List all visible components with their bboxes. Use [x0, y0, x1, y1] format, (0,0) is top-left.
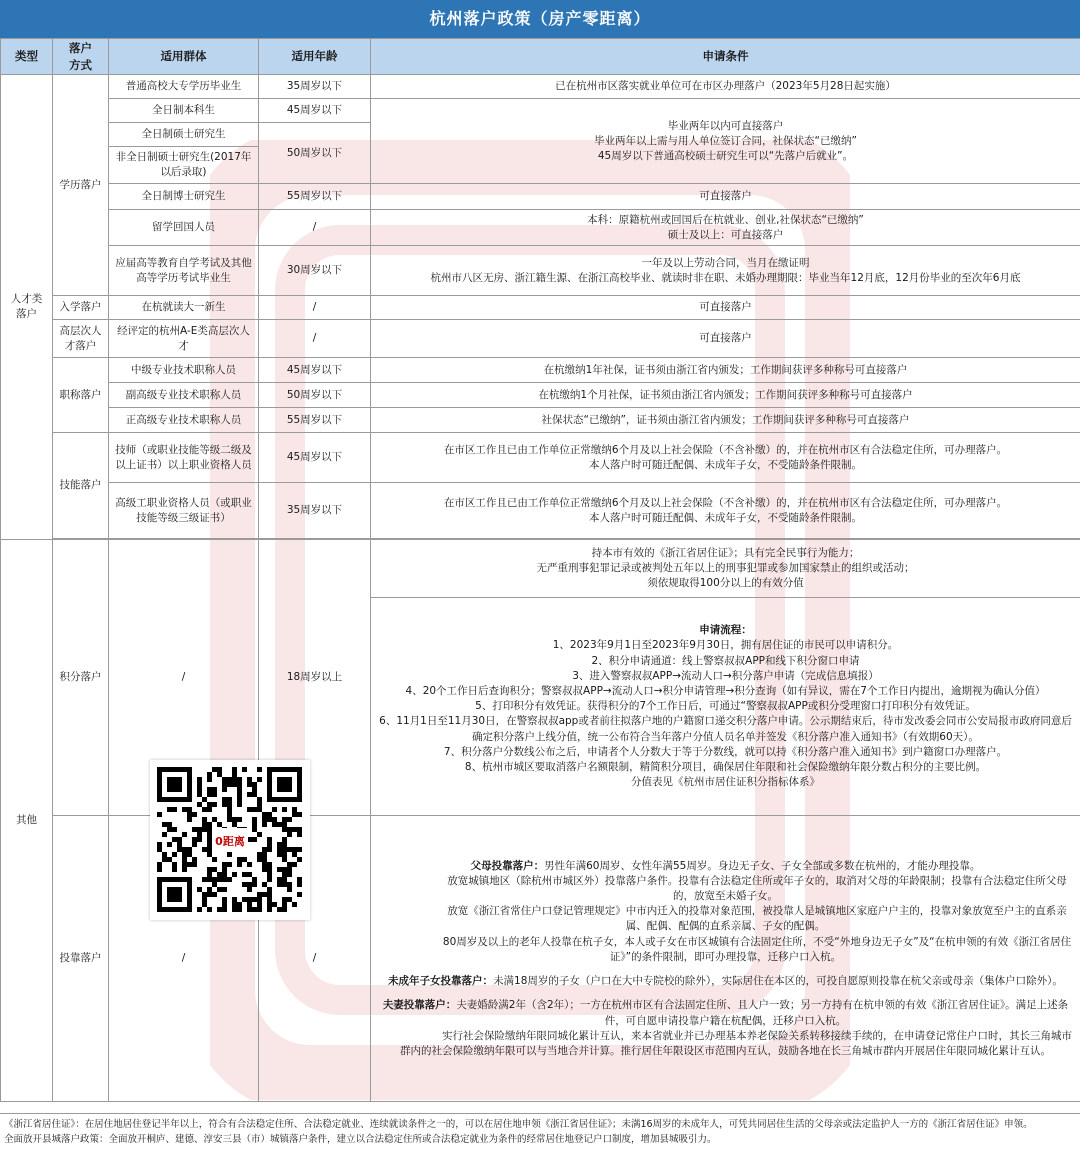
kin-spouse: [377, 998, 1074, 1028]
table-row: [1, 540, 1080, 598]
condition-line: 无严重刑事犯罪记录或被判处五年以上的刑事犯罪或参加国家禁止的组织或活动；: [536, 562, 915, 575]
condition-line: 本人落户时可随迁配偶、未成年子女，不受随龄条件限制。: [589, 458, 862, 471]
table-row: [1, 246, 1080, 296]
group-cell: 经评定的杭州A-E类高层次人才: [109, 320, 259, 358]
group-cell: 普通高校大专学历毕业生: [109, 75, 259, 99]
group-cell: 正高级专业技术职称人员: [109, 408, 259, 433]
condition-line: 本科：原籍杭州或回国后在杭就业、创业,社保状态“已缴纳”: [587, 213, 864, 226]
condition-line: 一年及以上劳动合同，当月在缴证明: [641, 256, 810, 269]
age-cell: /: [259, 320, 371, 358]
age-cell: 55周岁以下: [259, 408, 371, 433]
age-cell: 35周岁以下: [259, 75, 371, 99]
condition-line: 毕业两年以内可直接落户: [667, 119, 784, 132]
method-kin: 投靠落户: [53, 816, 109, 1102]
header-row: [1, 39, 1080, 75]
header-conditions: 申请条件: [371, 39, 1080, 75]
page-title: 杭州落户政策（房产零距离）: [0, 0, 1080, 38]
kin-parents-lead: 父母投靠落户：: [470, 859, 545, 872]
header-group: 适用群体: [109, 39, 259, 75]
group-cell: 副高级专业技术职称人员: [109, 383, 259, 408]
kin-minor-lead: 未成年子女投靠落户：: [388, 975, 494, 988]
flow-step: 4、20个工作日后查询积分；警察叔叔APP→流动人口→积分申请管理→积分查询（如有异议，需在7个工作日内提出，逾期视为确认分值）: [405, 685, 1046, 698]
header-age: 适用年龄: [259, 39, 371, 75]
flow-step: 1、2023年9月1日至2023年9月30日，拥有居住证的市民可以申请积分。: [552, 639, 899, 652]
flow-step: 7、积分落户分数线公布之后，申请者个人分数大于等于分数线，就可以持《积分落户准入通知书》到户籍窗口办理落户。: [443, 745, 1008, 758]
category-talent: [1, 75, 53, 540]
condition-line: 硕士及以上：可直接落户: [667, 228, 784, 241]
group-cell: 中级专业技术职称人员: [109, 358, 259, 383]
group-cell: 非全日制硕士研究生(2017年以后录取): [109, 147, 259, 184]
kin-parents-d: 80周岁及以上的老年人投靠在杭子女，本人或子女在市区城镇有合法固定住所，不受“外地身边无子女”及“在杭申领的有效《浙江省居住证》”的条件限制，即可办理投靠，迁移户口入杭。: [442, 935, 1072, 963]
table-row: [1, 483, 1080, 539]
kin-minor: [377, 974, 1074, 989]
age-cell: 45周岁以下: [259, 99, 371, 123]
table-row: [1, 383, 1080, 408]
footnote-residence: 《浙江省居住证》：在居住地居住登记半年以上，符合有合法稳定住所、合法稳定就业、连续就读条件之一的，可以在居住地申领《浙江省居住证》；未满16周岁的未成年人，可凭共同居住生活的父母亲或法定监护人一方的《浙江省居住证》申领。: [4, 1119, 1033, 1130]
flow-step: 3、进入警察叔叔APP→流动人口→积分落户申请（完成信息填报）: [572, 669, 879, 682]
condition-cell: 在杭缴纳1年社保，证书须由浙江省内颁发；工作期间获评多种称号可直接落户: [371, 358, 1080, 383]
condition-cell: 可直接落户: [371, 320, 1080, 358]
group-cell: 全日制硕士研究生: [109, 123, 259, 147]
condition-line: 45周岁以下普通高校硕士研究生可以“先落户后就业”。: [597, 149, 854, 162]
group-cell: 留学回国人员: [109, 210, 259, 246]
flow-step: 8、杭州市城区要取消落户名额限制，精简积分项目，确保居住年限和社会保险缴纳年限分数占积分的主要比例。: [464, 761, 987, 774]
group-cell: 在杭就读大一新生: [109, 296, 259, 320]
method-high-level: 高层次人 才落户: [53, 320, 109, 358]
header-method: 落户 方式: [53, 39, 109, 75]
method-education: 学历落户: [53, 75, 109, 296]
method-enroll: 入学落户: [53, 296, 109, 320]
condition-line: 杭州市八区无房、浙江籍生源、在浙江高校毕业、就读时非在职、未婚办理期限：毕业当年12月底，12月份毕业的至次年6月底: [430, 271, 1021, 284]
condition-cell: [371, 99, 1080, 184]
condition-cell: 已在杭州市区落实就业单位可在市区办理落户（2023年5月28日起实施）: [371, 75, 1080, 99]
qr-logo: 0距离: [215, 835, 245, 848]
flow-title-text: 申请流程: [699, 624, 742, 637]
table-row: [1, 320, 1080, 358]
table-row: [1, 75, 1080, 99]
method-points: 积分落户: [53, 540, 109, 816]
kin-minor-text: 未满18周岁的子女（户口在大中专院校的除外），实际居住在本区的，可投自愿原则投靠在杭父亲或母亲（集体户口除外）。: [493, 975, 1063, 988]
flow-step: 2、积分申请通道：线上警察叔叔APP和线下积分窗口申请: [591, 654, 860, 667]
policy-table: [0, 38, 1080, 1102]
condition-cell: [371, 246, 1080, 296]
qr-code-image: [150, 760, 310, 920]
category-talent-label: 人才类 落户: [10, 293, 43, 321]
kin-spouse-lead: 夫妻投靠落户：: [382, 999, 457, 1012]
condition-cell: [371, 433, 1080, 483]
table-row: [1, 296, 1080, 320]
qr-code: [150, 760, 310, 920]
condition-cell: 在杭缴纳1个月社保，证书须由浙江省内颁发；工作期间获评多种称号可直接落户: [371, 383, 1080, 408]
category-other: 其他: [1, 540, 53, 1102]
group-cell: 技师（或职业技能等级二级及以上证书）以上职业资格人员: [109, 433, 259, 483]
kin-parents-c: 放宽《浙江省常住户口登记管理规定》中市内迁入的投靠对象范围，被投靠人是城镇地区家庭户户主的，投靠对象放宽至户主的直系亲属、配偶、配偶的直系亲属、子女的配偶。: [447, 905, 1067, 933]
kin-spouse-b: 实行社会保险缴纳年限同城化累计互认，来本省就业并已办理基本养老保险关系转移接续手续的，在申请登记常住户口时，其长三角城市群内的社会保险缴纳年限可以与当地合并计算。推行居住年限设区市范围内互认，鼓励各地在长三角城市群内开展居住年限同城化累计互认。: [400, 1029, 1072, 1057]
condition-cell: [371, 210, 1080, 246]
method-skill: 技能落户: [53, 433, 109, 539]
table-row: [1, 433, 1080, 483]
age-cell: 45周岁以下: [259, 358, 371, 383]
kin-parents: [377, 859, 1074, 874]
age-cell: 50周岁以下: [259, 123, 371, 184]
group-cell: 全日制博士研究生: [109, 184, 259, 210]
group-cell: /: [109, 816, 259, 1102]
age-cell: 30周岁以下: [259, 246, 371, 296]
table-row: [1, 358, 1080, 383]
flow-step: 6、11月1日至11月30日，在警察叔叔app或者前往拟落户地的户籍窗口递交积分落户申请。公示期结束后，待市发改委会同市公安局报市政府同意后确定积分落户上线分值，统一公布符合当年落户分值人员名单并签发《积分落户准入通知书》（有效期60天）。: [379, 715, 1072, 743]
condition-line: 持本市有效的《浙江省居住证》；具有完全民事行为能力；: [591, 547, 860, 560]
condition-line: 毕业两年以上需与用人单位签订合同，社保状态“已缴纳”: [594, 134, 857, 147]
age-cell: /: [259, 210, 371, 246]
age-cell: 35周岁以下: [259, 483, 371, 539]
age-cell: 50周岁以下: [259, 383, 371, 408]
age-cell: /: [259, 816, 371, 1102]
table-row: [1, 184, 1080, 210]
condition-cell: 社保状态“已缴纳”，证书须由浙江省内颁发；工作期间获评多种称号可直接落户: [371, 408, 1080, 433]
kin-parents-text: 男性年满60周岁、女性年满55周岁。身边无子女、子女全部或多数在杭州的，才能办理投靠。: [544, 859, 981, 872]
group-cell: 全日制本科生: [109, 99, 259, 123]
condition-line: 在市区工作且已由工作单位正常缴纳6个月及以上社会保险（不含补缴）的，并在杭州市区有合法稳定住所，可办理落户。: [443, 496, 1008, 509]
method-title: 职称落户: [53, 358, 109, 433]
kin-spouse-text: 夫妻婚龄满2年（含2年）；一方在杭州市区有合法固定住所、且人户一致；另一方持有在杭申领的有效《浙江省居住证》。满足上述条件，可自愿申请投靠户籍在杭配偶，迁移户口入杭。: [456, 999, 1069, 1027]
footnotes: [0, 1113, 1080, 1167]
age-cell: 55周岁以下: [259, 184, 371, 210]
condition-line: 在市区工作且已由工作单位正常缴纳6个月及以上社会保险（不含补缴）的，并在杭州市区有合法稳定住所，可办理落户。: [443, 443, 1008, 456]
condition-cell: [371, 816, 1080, 1102]
condition-line: 本人落户时可随迁配偶、未成年子女，不受随龄条件限制。: [589, 511, 862, 524]
group-cell: 应届高等教育自学考试及其他高等学历考试毕业生: [109, 246, 259, 296]
flow-end: 分值表见《杭州市居住证积分指标体系》: [631, 776, 820, 789]
condition-cell: [371, 540, 1080, 598]
table-row: [1, 408, 1080, 433]
flow-step: 5、打印积分有效凭证。获得积分的7个工作日后，可通过“警察叔叔APP或积分受理窗口打印积分有效凭证。: [475, 700, 976, 713]
table-row: [1, 210, 1080, 246]
age-cell: /: [259, 296, 371, 320]
condition-cell: [371, 598, 1080, 816]
age-cell: 18周岁以上: [259, 540, 371, 816]
footnote-county: 全面放开县城落户政策：全面放开桐庐、建德、淳安三县（市）城镇落户条件，建立以合法稳定住所或合法稳定就业为条件的经常居住地登记户口制度，增加县城吸引力。: [4, 1133, 717, 1145]
flow-title: 申请流程：: [699, 624, 752, 637]
group-cell: 高级工职业资格人员（或职业技能等级三级证书）: [109, 483, 259, 539]
condition-cell: 可直接落户: [371, 296, 1080, 320]
age-cell: 45周岁以下: [259, 433, 371, 483]
condition-cell: [371, 483, 1080, 539]
kin-parents-b: 放宽城镇地区（除杭州市城区外）投靠落户条件。投靠有合法稳定住所或年子女的，取消对父母的年龄限制；投靠有合法稳定住所父母的，放宽至未婚子女。: [447, 874, 1067, 902]
table-row: [1, 99, 1080, 123]
group-cell: /: [109, 540, 259, 816]
condition-line: 须依规取得100分以上的有效分值: [647, 577, 804, 590]
condition-cell: 可直接落户: [371, 184, 1080, 210]
header-type: 类型: [1, 39, 53, 75]
